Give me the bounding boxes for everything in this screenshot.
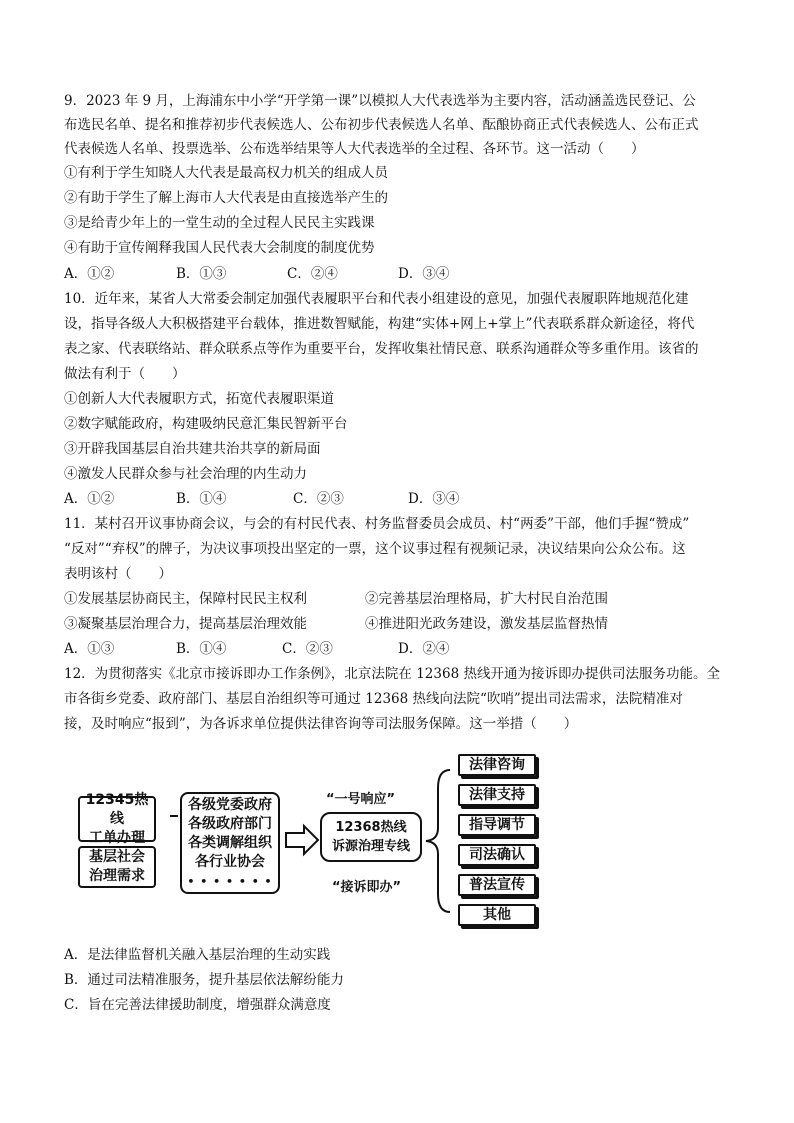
first-response-label: “一号响应”	[326, 792, 396, 807]
q12-stem-line-2: 市各街乡党委、政府部门、基层自治组织等可通过 12368 热线向法院“吹哨”提出司法需求，法院精准对	[64, 691, 683, 707]
q11-stem-line-1: 11．某村召开议事协商会议，与会的有村民代表、村务监督委员会成员、村“两委”干部，他们手握“赞成”	[64, 516, 690, 532]
legal-consultation-box: 法律咨询	[458, 754, 536, 776]
q9-statement-3: ③是给青少年上的一堂生动的全过程人民民主实践课	[64, 215, 375, 231]
q11-option-b: B．①④	[176, 641, 227, 657]
hotline-12345-box: 12345热线 工单办理	[78, 796, 156, 842]
q11-statement-3: ③凝聚基层治理合力，提高基层治理效能	[64, 616, 307, 632]
q11-statement-1: ①发展基层协商民主，保障村民民主权利	[64, 591, 307, 607]
q10-stem-line-2: 设，指导各级人大积极搭建平台载体，推进数智赋能，构建“实体+网上+掌上”代表联系群众新途径，将代	[64, 316, 695, 332]
q12-option-c: C．旨在完善法律援助制度，增强群众满意度	[64, 997, 331, 1013]
q11-option-d: D．②④	[398, 641, 450, 657]
q12-option-a: A．是法律监督机关融入基层治理的生动实践	[64, 947, 331, 963]
q9-option-a: A．①②	[64, 266, 115, 282]
q10-statement-2: ②数字赋能政府，构建吸纳民意汇集民智新平台	[64, 416, 348, 432]
hotline-12368-box: 12368热线 诉源治理专线	[320, 812, 422, 862]
q10-option-c: C．②③	[293, 491, 344, 507]
q9-stem-line-2: 布选民名单、提名和推荐初步代表候选人、公布初步代表候选人名单、酝酿协商正式代表候选人、公布正式	[64, 117, 699, 133]
service-flow-diagram	[70, 748, 550, 933]
q9-statement-1: ①有利于学生知晓人大代表是最高权力机关的组成人员	[64, 165, 388, 181]
q10-stem-line-3: 表之家、代表联络站、群众联系点等作为重要平台，发挥收集社情民意、联系沟通群众等多重作用。该省的	[64, 341, 699, 357]
organizations-box: 各级党委政府 各级政府部门 各类调解组织 各行业协会 • • • • • • •	[180, 792, 280, 894]
q11-option-a: A．①③	[64, 641, 115, 657]
q10-option-b: B．①④	[176, 491, 227, 507]
q9-stem-line-1: 9．2023 年 9 月，上海浦东中小学“开学第一课”以模拟人大代表选举为主要内容，活动涵盖选民登记、公	[64, 93, 696, 109]
q11-stem-line-3: 表明该村（ ）	[64, 566, 172, 582]
guided-mediation-box: 指导调节	[458, 814, 536, 836]
q9-stem-line-3: 代表候选人名单、投票选举、公布选举结果等人大代表选举的全过程、各环节。这一活动（ ）	[64, 141, 645, 157]
legal-support-box: 法律支持	[458, 784, 536, 806]
q9-option-d: D．③④	[398, 266, 450, 282]
q10-option-a: A．①②	[64, 491, 115, 507]
q10-stem-line-1: 10．近年来，某省人大常委会制定加强代表履职平台和代表小组建设的意见，加强代表履职阵地规范化建	[64, 291, 689, 307]
q10-option-d: D．③④	[408, 491, 460, 507]
law-popularization-box: 普法宣传	[458, 874, 536, 896]
q9-statement-2: ②有助于学生了解上海市人大代表是由直接选举产生的	[64, 190, 388, 206]
q11-stem-line-2: “反对”“弃权”的牌子，为决议事项投出坚定的一票，这个议事过程有视频记录，决议结果向公众公布。这	[64, 541, 686, 557]
judicial-confirmation-box: 司法确认	[458, 844, 536, 866]
q10-statement-1: ①创新人大代表履职方式，拓宽代表履职渠道	[64, 391, 334, 407]
q12-option-b: B．通过司法精准服务，提升基层依法解纷能力	[64, 972, 344, 988]
q10-stem-line-4: 做法有利于（ ）	[64, 366, 186, 382]
q10-statement-4: ④激发人民群众参与社会治理的内生动力	[64, 466, 307, 482]
others-box: 其他	[458, 904, 536, 926]
q9-statement-4: ④有助于宣传阐释我国人民代表大会制度的制度优势	[64, 240, 375, 256]
q11-statement-4: ④推进阳光政务建设，激发基层监督热情	[365, 616, 608, 632]
instant-response-label: “接诉即办”	[332, 880, 402, 895]
q11-statement-2: ②完善基层治理格局，扩大村民自治范围	[365, 591, 608, 607]
grassroots-needs-box: 基层社会 治理需求	[78, 846, 156, 888]
q9-option-c: C．②④	[287, 266, 338, 282]
q10-statement-3: ③开辟我国基层自治共建共治共享的新局面	[64, 441, 321, 457]
q12-stem-line-3: 接，及时响应“报到”，为各诉求单位提供法律咨询等司法服务保障。这一举措（ ）	[64, 716, 578, 732]
q12-stem-line-1: 12．为贯彻落实《北京市接诉即办工作条例》，北京法院在 12368 热线开通为接诉即办提供司法服务功能。全	[64, 666, 720, 682]
q9-option-b: B．①③	[176, 266, 227, 282]
q11-option-c: C．②③	[282, 641, 333, 657]
